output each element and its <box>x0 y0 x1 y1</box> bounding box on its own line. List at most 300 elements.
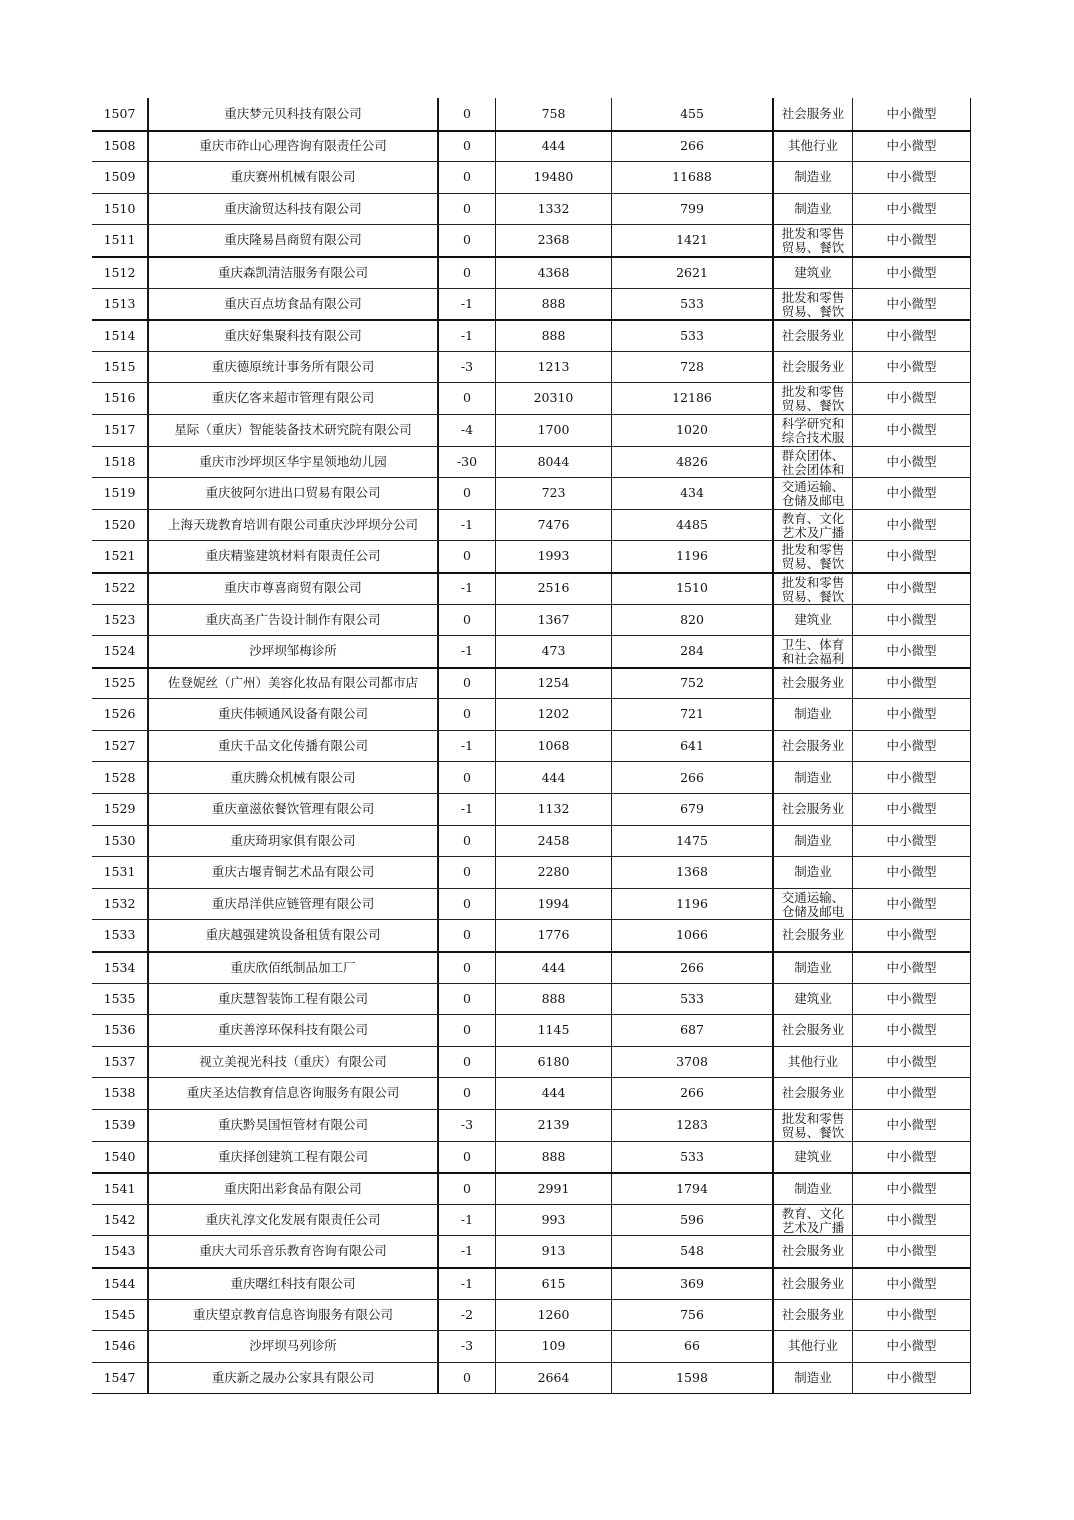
company-name-cell: 重庆望京教育信息咨询服务有限公司 <box>148 1300 438 1331</box>
change-value-cell: 0 <box>438 1015 496 1046</box>
value-b-cell: 2368 <box>496 225 612 256</box>
change-value-cell: 0 <box>438 478 496 509</box>
industry-cell: 社会服务业 <box>774 731 853 762</box>
value-c-cell: 1020 <box>612 415 774 446</box>
row-number-cell: 1545 <box>92 1300 148 1331</box>
enterprise-type-cell: 中小微型 <box>853 762 971 793</box>
company-name-cell: 重庆高圣广告设计制作有限公司 <box>148 605 438 636</box>
change-value-cell: 0 <box>438 162 496 193</box>
industry-cell: 建筑业 <box>774 605 853 636</box>
table-row <box>92 1109 971 1141</box>
row-number-cell: 1542 <box>92 1205 148 1236</box>
table-row <box>92 604 971 636</box>
industry-cell: 交通运输、仓储及邮电 <box>774 889 853 920</box>
table-row <box>92 1077 971 1109</box>
enterprise-type-cell: 中小微型 <box>853 321 971 351</box>
row-number-cell: 1516 <box>92 383 148 414</box>
value-b-cell: 888 <box>496 289 612 320</box>
value-b-cell: 473 <box>496 636 612 667</box>
company-name-cell: 重庆礼淳文化发展有限责任公司 <box>148 1205 438 1236</box>
industry-cell: 制造业 <box>774 1174 853 1204</box>
enterprise-type-cell: 中小微型 <box>853 574 971 604</box>
value-c-cell: 687 <box>612 1015 774 1046</box>
value-b-cell: 1700 <box>496 415 612 446</box>
table-row <box>92 98 971 130</box>
value-b-cell: 993 <box>496 1205 612 1236</box>
value-b-cell: 1367 <box>496 605 612 636</box>
row-number-cell: 1535 <box>92 984 148 1015</box>
industry-cell: 社会服务业 <box>774 98 853 130</box>
change-value-cell: -1 <box>438 636 496 667</box>
value-c-cell: 1066 <box>612 920 774 951</box>
company-name-cell: 重庆大司乐音乐教育咨询有限公司 <box>148 1236 438 1267</box>
company-name-cell: 视立美视光科技（重庆）有限公司 <box>148 1047 438 1078</box>
table-row <box>92 509 971 541</box>
company-name-cell: 重庆隆易昌商贸有限公司 <box>148 225 438 256</box>
enterprise-type-cell: 中小微型 <box>853 447 971 478</box>
value-c-cell: 752 <box>612 669 774 699</box>
enterprise-type-cell: 中小微型 <box>853 415 971 446</box>
industry-cell: 社会服务业 <box>774 1078 853 1109</box>
change-value-cell: -1 <box>438 1205 496 1236</box>
value-b-cell: 615 <box>496 1269 612 1299</box>
industry-cell: 社会服务业 <box>774 920 853 951</box>
industry-cell: 群众团体、社会团体和 <box>774 447 853 478</box>
row-number-cell: 1538 <box>92 1078 148 1109</box>
value-b-cell: 758 <box>496 98 612 130</box>
value-c-cell: 1283 <box>612 1110 774 1141</box>
industry-cell: 建筑业 <box>774 1142 853 1173</box>
enterprise-type-cell: 中小微型 <box>853 1110 971 1141</box>
enterprise-type-cell: 中小微型 <box>853 984 971 1015</box>
industry-cell: 其他行业 <box>774 132 853 162</box>
change-value-cell: 0 <box>438 669 496 699</box>
row-number-cell: 1536 <box>92 1015 148 1046</box>
row-number-cell: 1518 <box>92 447 148 478</box>
change-value-cell: 0 <box>438 857 496 888</box>
enterprise-type-cell: 中小微型 <box>853 1015 971 1046</box>
company-name-cell: 重庆古堰青铜艺术品有限公司 <box>148 857 438 888</box>
change-value-cell: -1 <box>438 289 496 320</box>
industry-cell: 制造业 <box>774 762 853 793</box>
value-c-cell: 1475 <box>612 826 774 857</box>
company-name-cell: 重庆渝贸达科技有限公司 <box>148 194 438 225</box>
table-row <box>92 319 971 351</box>
change-value-cell: -1 <box>438 510 496 541</box>
change-value-cell: 0 <box>438 132 496 162</box>
industry-cell: 制造业 <box>774 194 853 225</box>
company-name-cell: 沙坪坝马列诊所 <box>148 1331 438 1362</box>
value-b-cell: 723 <box>496 478 612 509</box>
row-number-cell: 1521 <box>92 541 148 572</box>
enterprise-type-cell: 中小微型 <box>853 1363 971 1394</box>
company-name-cell: 重庆精鉴建筑材料有限责任公司 <box>148 541 438 572</box>
table-row <box>92 1141 971 1173</box>
industry-cell: 批发和零售贸易、餐饮 <box>774 1110 853 1141</box>
enterprise-type-cell: 中小微型 <box>853 605 971 636</box>
enterprise-type-cell: 中小微型 <box>853 953 971 983</box>
change-value-cell: 0 <box>438 605 496 636</box>
value-c-cell: 596 <box>612 1205 774 1236</box>
value-c-cell: 1598 <box>612 1363 774 1394</box>
enterprise-type-cell: 中小微型 <box>853 383 971 414</box>
industry-cell: 社会服务业 <box>774 1015 853 1046</box>
industry-cell: 批发和零售贸易、餐饮 <box>774 574 853 604</box>
row-number-cell: 1540 <box>92 1142 148 1173</box>
industry-cell: 制造业 <box>774 857 853 888</box>
value-b-cell: 7476 <box>496 510 612 541</box>
table-row <box>92 130 971 162</box>
change-value-cell: 0 <box>438 984 496 1015</box>
enterprise-type-cell: 中小微型 <box>853 826 971 857</box>
value-b-cell: 1254 <box>496 669 612 699</box>
row-number-cell: 1526 <box>92 699 148 730</box>
change-value-cell: -1 <box>438 1236 496 1267</box>
row-number-cell: 1522 <box>92 574 148 604</box>
row-number-cell: 1546 <box>92 1331 148 1362</box>
table-row <box>92 224 971 256</box>
table-row <box>92 351 971 383</box>
change-value-cell: 0 <box>438 383 496 414</box>
change-value-cell: 0 <box>438 541 496 572</box>
table-row <box>92 161 971 193</box>
value-c-cell: 12186 <box>612 383 774 414</box>
change-value-cell: 0 <box>438 1047 496 1078</box>
table-row <box>92 1330 971 1362</box>
value-c-cell: 1421 <box>612 225 774 256</box>
enterprise-type-cell: 中小微型 <box>853 1142 971 1173</box>
value-c-cell: 533 <box>612 321 774 351</box>
industry-cell: 社会服务业 <box>774 321 853 351</box>
value-c-cell: 756 <box>612 1300 774 1331</box>
change-value-cell: -1 <box>438 321 496 351</box>
value-c-cell: 799 <box>612 194 774 225</box>
industry-cell: 制造业 <box>774 953 853 983</box>
change-value-cell: 0 <box>438 826 496 857</box>
row-number-cell: 1507 <box>92 98 148 130</box>
row-number-cell: 1528 <box>92 762 148 793</box>
table-row <box>92 572 971 604</box>
company-name-cell: 重庆德原统计事务所有限公司 <box>148 352 438 383</box>
company-name-cell: 重庆亿客来超市管理有限公司 <box>148 383 438 414</box>
change-value-cell: -3 <box>438 1110 496 1141</box>
table-row <box>92 256 971 288</box>
value-b-cell: 109 <box>496 1331 612 1362</box>
value-c-cell: 820 <box>612 605 774 636</box>
industry-cell: 建筑业 <box>774 258 853 288</box>
table-row <box>92 825 971 857</box>
industry-cell: 批发和零售贸易、餐饮 <box>774 541 853 572</box>
industry-cell: 制造业 <box>774 826 853 857</box>
value-b-cell: 444 <box>496 762 612 793</box>
table-row <box>92 983 971 1015</box>
value-b-cell: 1145 <box>496 1015 612 1046</box>
industry-cell: 社会服务业 <box>774 794 853 825</box>
value-b-cell: 2516 <box>496 574 612 604</box>
enterprise-type-cell: 中小微型 <box>853 1236 971 1267</box>
industry-cell: 社会服务业 <box>774 352 853 383</box>
value-c-cell: 3708 <box>612 1047 774 1078</box>
row-number-cell: 1541 <box>92 1174 148 1204</box>
change-value-cell: -1 <box>438 574 496 604</box>
value-b-cell: 2664 <box>496 1363 612 1394</box>
enterprise-type-cell: 中小微型 <box>853 194 971 225</box>
value-c-cell: 266 <box>612 953 774 983</box>
enterprise-type-cell: 中小微型 <box>853 731 971 762</box>
table-row <box>92 193 971 225</box>
change-value-cell: 0 <box>438 194 496 225</box>
table-row <box>92 856 971 888</box>
value-b-cell: 2458 <box>496 826 612 857</box>
value-c-cell: 455 <box>612 98 774 130</box>
row-number-cell: 1511 <box>92 225 148 256</box>
row-number-cell: 1515 <box>92 352 148 383</box>
value-b-cell: 1332 <box>496 194 612 225</box>
enterprise-type-cell: 中小微型 <box>853 1047 971 1078</box>
value-c-cell: 721 <box>612 699 774 730</box>
industry-cell: 制造业 <box>774 699 853 730</box>
row-number-cell: 1514 <box>92 321 148 351</box>
row-number-cell: 1529 <box>92 794 148 825</box>
value-c-cell: 1368 <box>612 857 774 888</box>
enterprise-type-cell: 中小微型 <box>853 669 971 699</box>
change-value-cell: -3 <box>438 1331 496 1362</box>
company-name-cell: 重庆千品文化传播有限公司 <box>148 731 438 762</box>
table-row <box>92 540 971 572</box>
row-number-cell: 1539 <box>92 1110 148 1141</box>
enterprise-type-cell: 中小微型 <box>853 541 971 572</box>
change-value-cell: 0 <box>438 1142 496 1173</box>
industry-cell: 批发和零售贸易、餐饮 <box>774 225 853 256</box>
value-b-cell: 444 <box>496 953 612 983</box>
value-b-cell: 1994 <box>496 889 612 920</box>
value-b-cell: 888 <box>496 1142 612 1173</box>
change-value-cell: 0 <box>438 225 496 256</box>
enterprise-type-cell: 中小微型 <box>853 132 971 162</box>
change-value-cell: 0 <box>438 889 496 920</box>
value-c-cell: 369 <box>612 1269 774 1299</box>
change-value-cell: -1 <box>438 731 496 762</box>
enterprise-type-cell: 中小微型 <box>853 1078 971 1109</box>
industry-cell: 科学研究和综合技术服 <box>774 415 853 446</box>
value-b-cell: 1776 <box>496 920 612 951</box>
value-b-cell: 1213 <box>496 352 612 383</box>
table-row <box>92 951 971 983</box>
enterprise-type-cell: 中小微型 <box>853 225 971 256</box>
company-name-cell: 重庆琦玥家俱有限公司 <box>148 826 438 857</box>
industry-cell: 社会服务业 <box>774 1269 853 1299</box>
table-row <box>92 1299 971 1331</box>
industry-cell: 其他行业 <box>774 1331 853 1362</box>
company-name-cell: 重庆善淳环保科技有限公司 <box>148 1015 438 1046</box>
value-c-cell: 679 <box>612 794 774 825</box>
company-name-cell: 重庆新之晟办公家具有限公司 <box>148 1363 438 1394</box>
table-row <box>92 477 971 509</box>
company-name-cell: 佐登妮丝（广州）美容化妆品有限公司都市店 <box>148 669 438 699</box>
industry-cell: 社会服务业 <box>774 669 853 699</box>
value-c-cell: 728 <box>612 352 774 383</box>
table-row <box>92 414 971 446</box>
enterprise-type-cell: 中小微型 <box>853 510 971 541</box>
row-number-cell: 1531 <box>92 857 148 888</box>
company-name-cell: 重庆赛州机械有限公司 <box>148 162 438 193</box>
industry-cell: 批发和零售贸易、餐饮 <box>774 289 853 320</box>
value-c-cell: 284 <box>612 636 774 667</box>
change-value-cell: 0 <box>438 1078 496 1109</box>
value-c-cell: 434 <box>612 478 774 509</box>
row-number-cell: 1512 <box>92 258 148 288</box>
enterprise-type-cell: 中小微型 <box>853 162 971 193</box>
row-number-cell: 1544 <box>92 1269 148 1299</box>
row-number-cell: 1517 <box>92 415 148 446</box>
value-b-cell: 8044 <box>496 447 612 478</box>
industry-cell: 卫生、体育和社会福利 <box>774 636 853 667</box>
company-name-cell: 重庆欣佰纸制品加工厂 <box>148 953 438 983</box>
table-row <box>92 761 971 793</box>
industry-cell: 教育、文化艺术及广播 <box>774 510 853 541</box>
company-name-cell: 重庆择创建筑工程有限公司 <box>148 1142 438 1173</box>
company-name-cell: 重庆童滋依餐饮管理有限公司 <box>148 794 438 825</box>
value-b-cell: 444 <box>496 132 612 162</box>
industry-cell: 教育、文化艺术及广播 <box>774 1205 853 1236</box>
value-c-cell: 4485 <box>612 510 774 541</box>
enterprise-type-cell: 中小微型 <box>853 794 971 825</box>
value-b-cell: 1202 <box>496 699 612 730</box>
value-c-cell: 66 <box>612 1331 774 1362</box>
value-c-cell: 533 <box>612 984 774 1015</box>
table-row <box>92 667 971 699</box>
value-b-cell: 2280 <box>496 857 612 888</box>
row-number-cell: 1510 <box>92 194 148 225</box>
change-value-cell: -4 <box>438 415 496 446</box>
enterprise-type-cell: 中小微型 <box>853 920 971 951</box>
company-name-cell: 重庆慧智装饰工程有限公司 <box>148 984 438 1015</box>
company-name-cell: 上海天珑教育培训有限公司重庆沙坪坝分公司 <box>148 510 438 541</box>
value-c-cell: 266 <box>612 762 774 793</box>
table-row <box>92 382 971 414</box>
company-name-cell: 沙坪坝邹梅诊所 <box>148 636 438 667</box>
enterprise-type-cell: 中小微型 <box>853 1174 971 1204</box>
table-row <box>92 1172 971 1204</box>
company-name-cell: 星际（重庆）智能装备技术研究院有限公司 <box>148 415 438 446</box>
value-c-cell: 641 <box>612 731 774 762</box>
enterprise-type-cell: 中小微型 <box>853 1300 971 1331</box>
enterprise-type-cell: 中小微型 <box>853 1205 971 1236</box>
enterprise-type-cell: 中小微型 <box>853 478 971 509</box>
table-row <box>92 1014 971 1046</box>
value-b-cell: 4368 <box>496 258 612 288</box>
enterprise-type-cell: 中小微型 <box>853 699 971 730</box>
table-row <box>92 1267 971 1299</box>
value-b-cell: 1993 <box>496 541 612 572</box>
table-row <box>92 793 971 825</box>
row-number-cell: 1547 <box>92 1363 148 1394</box>
row-number-cell: 1519 <box>92 478 148 509</box>
value-b-cell: 913 <box>496 1236 612 1267</box>
value-c-cell: 1510 <box>612 574 774 604</box>
value-c-cell: 1196 <box>612 541 774 572</box>
change-value-cell: 0 <box>438 953 496 983</box>
value-c-cell: 11688 <box>612 162 774 193</box>
change-value-cell: 0 <box>438 258 496 288</box>
row-number-cell: 1513 <box>92 289 148 320</box>
company-name-cell: 重庆森凯清洁服务有限公司 <box>148 258 438 288</box>
value-c-cell: 548 <box>612 1236 774 1267</box>
company-name-cell: 重庆好集聚科技有限公司 <box>148 321 438 351</box>
company-name-cell: 重庆曙红科技有限公司 <box>148 1269 438 1299</box>
value-c-cell: 266 <box>612 1078 774 1109</box>
enterprise-type-cell: 中小微型 <box>853 352 971 383</box>
table-row <box>92 888 971 920</box>
value-c-cell: 533 <box>612 1142 774 1173</box>
row-number-cell: 1532 <box>92 889 148 920</box>
value-b-cell: 2139 <box>496 1110 612 1141</box>
row-number-cell: 1525 <box>92 669 148 699</box>
company-name-cell: 重庆昂洋供应链管理有限公司 <box>148 889 438 920</box>
company-name-cell: 重庆市砟山心理咨询有限责任公司 <box>148 132 438 162</box>
row-number-cell: 1527 <box>92 731 148 762</box>
value-b-cell: 1260 <box>496 1300 612 1331</box>
value-b-cell: 444 <box>496 1078 612 1109</box>
industry-cell: 社会服务业 <box>774 1236 853 1267</box>
row-number-cell: 1537 <box>92 1047 148 1078</box>
value-b-cell: 1132 <box>496 794 612 825</box>
enterprise-type-cell: 中小微型 <box>853 258 971 288</box>
value-c-cell: 4826 <box>612 447 774 478</box>
company-name-cell: 重庆百点坊食品有限公司 <box>148 289 438 320</box>
enterprise-type-cell: 中小微型 <box>853 98 971 130</box>
change-value-cell: -3 <box>438 352 496 383</box>
table-row <box>92 1235 971 1267</box>
row-number-cell: 1524 <box>92 636 148 667</box>
table-row <box>92 446 971 478</box>
change-value-cell: -1 <box>438 1269 496 1299</box>
value-b-cell: 2991 <box>496 1174 612 1204</box>
enterprise-type-cell: 中小微型 <box>853 889 971 920</box>
company-name-cell: 重庆越强建筑设备租赁有限公司 <box>148 920 438 951</box>
change-value-cell: 0 <box>438 98 496 130</box>
change-value-cell: 0 <box>438 920 496 951</box>
row-number-cell: 1523 <box>92 605 148 636</box>
table-row <box>92 1362 971 1394</box>
enterprise-type-cell: 中小微型 <box>853 1269 971 1299</box>
change-value-cell: 0 <box>438 699 496 730</box>
row-number-cell: 1534 <box>92 953 148 983</box>
table-row <box>92 919 971 951</box>
table-row <box>92 288 971 320</box>
row-number-cell: 1543 <box>92 1236 148 1267</box>
industry-cell: 社会服务业 <box>774 1300 853 1331</box>
table-row <box>92 698 971 730</box>
row-number-cell: 1508 <box>92 132 148 162</box>
company-name-cell: 重庆黔昊国恒管材有限公司 <box>148 1110 438 1141</box>
value-b-cell: 888 <box>496 984 612 1015</box>
company-name-cell: 重庆梦元贝科技有限公司 <box>148 98 438 130</box>
value-c-cell: 1794 <box>612 1174 774 1204</box>
enterprise-type-cell: 中小微型 <box>853 857 971 888</box>
change-value-cell: 0 <box>438 762 496 793</box>
row-number-cell: 1533 <box>92 920 148 951</box>
company-name-cell: 重庆市尊喜商贸有限公司 <box>148 574 438 604</box>
value-c-cell: 266 <box>612 132 774 162</box>
change-value-cell: -1 <box>438 794 496 825</box>
value-b-cell: 19480 <box>496 162 612 193</box>
table-row <box>92 1204 971 1236</box>
change-value-cell: -30 <box>438 447 496 478</box>
row-number-cell: 1520 <box>92 510 148 541</box>
data-table <box>92 98 971 1394</box>
enterprise-type-cell: 中小微型 <box>853 289 971 320</box>
